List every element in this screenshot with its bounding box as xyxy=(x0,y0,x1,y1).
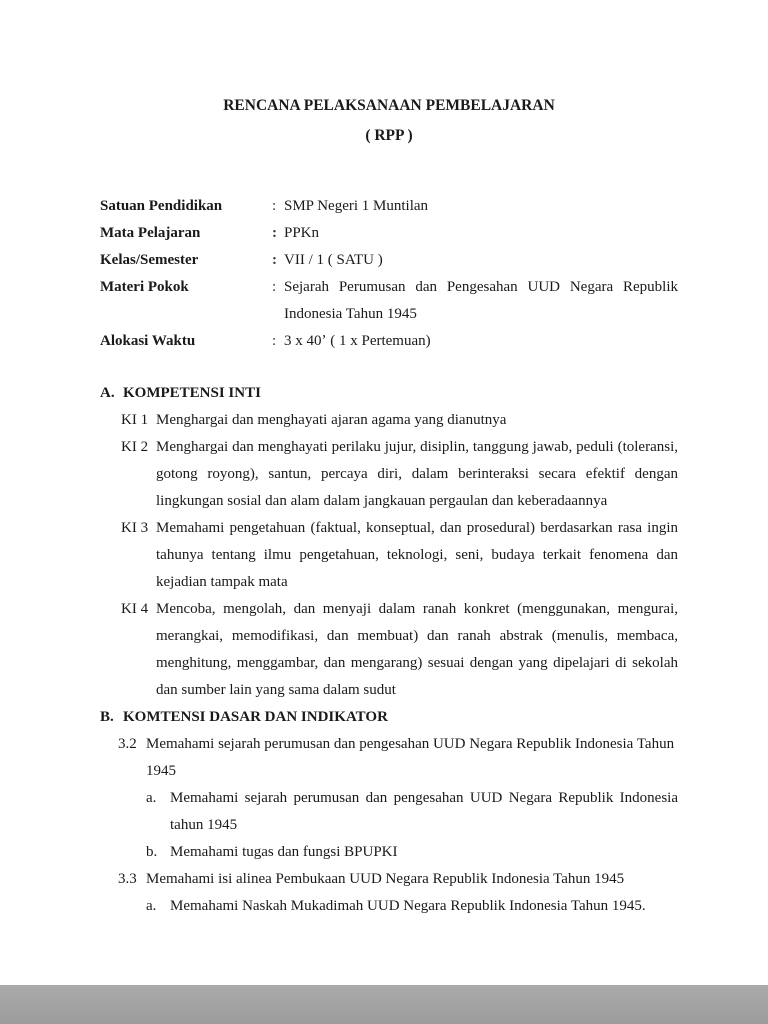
ki-item-2 xyxy=(100,434,678,515)
kd-text: Memahami sejarah perumusan dan pengesahan UUD Negara Republik Indonesia Tahun 1945 xyxy=(146,736,675,779)
ki-text: Menghargai dan menghayati perilaku jujur, disiplin, tanggung jawab, peduli (toleransi, gotong royong), santun, percaya diri, dalam berinteraksi secara efektif dengan lingkungan sosial dan alam dalam jangkauan pergaulan dan keberadaannya xyxy=(156,439,678,509)
section-b-number: B. xyxy=(100,709,114,725)
kd-text: Memahami isi alinea Pembukaan UUD Negara Republik Indonesia Tahun 1945 xyxy=(146,871,625,887)
kd-sub-label: b. xyxy=(146,844,158,860)
meta-label: Kelas/Semester xyxy=(100,252,199,268)
meta-label: Alokasi Waktu xyxy=(100,333,196,349)
meta-row-kelas-semester xyxy=(100,247,678,274)
section-a-number: A. xyxy=(100,385,115,401)
section-b-heading xyxy=(100,704,678,731)
ki-label: KI 3 xyxy=(121,520,149,536)
meta-value: SMP Negeri 1 Muntilan xyxy=(284,198,429,214)
meta-row-alokasi-waktu xyxy=(100,328,678,355)
kd-label: 3.2 xyxy=(118,736,137,752)
document-subtitle: ( RPP ) xyxy=(365,127,413,144)
ki-label: KI 1 xyxy=(121,412,149,428)
kd-sub-label: a. xyxy=(146,790,157,806)
kd-sub-text: Memahami sejarah perumusan dan pengesahan UUD Negara Republik Indonesia tahun 1945 xyxy=(170,790,678,833)
meta-value: Sejarah Perumusan dan Pengesahan UUD Negara Republik Indonesia Tahun 1945 xyxy=(284,279,678,322)
kd-sub-text: Memahami Naskah Mukadimah UUD Negara Republik Indonesia Tahun 1945. xyxy=(170,898,646,914)
kd-subitem-3-2-b xyxy=(146,839,678,866)
kd-item-3-2 xyxy=(100,731,678,785)
meta-label: Materi Pokok xyxy=(100,279,189,295)
kd-sub-text: Memahami tugas dan fungsi BPUPKI xyxy=(170,844,398,860)
kd-subitem-3-2-a xyxy=(146,785,678,839)
meta-colon: : xyxy=(272,198,277,214)
ki-label: KI 2 xyxy=(121,439,149,455)
ki-item-4 xyxy=(100,596,678,704)
meta-label: Satuan Pendidikan xyxy=(100,198,223,214)
metadata-table xyxy=(100,193,678,355)
ki-item-3 xyxy=(100,515,678,596)
meta-value: PPKn xyxy=(284,225,320,241)
meta-value: 3 x 40ʼ ( 1 x Pertemuan) xyxy=(284,333,431,349)
meta-colon: : xyxy=(272,279,277,295)
meta-colon: : xyxy=(272,225,277,241)
meta-label: Mata Pelajaran xyxy=(100,225,201,241)
ki-text: Menghargai dan menghayati ajaran agama yang dianutnya xyxy=(156,412,507,428)
section-b-title: KOMTENSI DASAR DAN INDIKATOR xyxy=(123,709,388,725)
kd-sub-label: a. xyxy=(146,898,157,914)
kd-item-3-3 xyxy=(100,866,678,893)
section-b-body xyxy=(100,731,678,920)
meta-row-mata-pelajaran xyxy=(100,220,678,247)
section-a-body xyxy=(100,407,678,704)
ki-text: Memahami pengetahuan (faktual, konseptual, dan prosedural) berdasarkan rasa ingin tahunya tentang ilmu pengetahuan, teknologi, seni, budaya terkait fenomena dan kejadian tampak mata xyxy=(156,520,678,590)
ki-text: Mencoba, mengolah, dan menyaji dalam ranah konkret (menggunakan, mengurai, merangkai, memodifikasi, dan membuat) dan ranah abstrak (menulis, membaca, menghitung, menggambar, dan mengarang) sesuai dengan yang dipelajari di sekolah dan sumber lain yang sama dalam sudut xyxy=(156,601,678,698)
section-a-title: KOMPETENSI INTI xyxy=(123,385,261,401)
document-title: RENCANA PELAKSANAAN PEMBELAJARAN xyxy=(223,97,555,114)
meta-row-materi-pokok xyxy=(100,274,678,328)
meta-value: VII / 1 ( SATU ) xyxy=(284,252,383,268)
meta-colon: : xyxy=(272,252,277,268)
kd-label: 3.3 xyxy=(118,871,137,887)
ki-item-1 xyxy=(100,407,678,434)
ki-label: KI 4 xyxy=(121,601,149,617)
meta-row-satuan-pendidikan xyxy=(100,193,678,220)
kd-subitem-3-3-a xyxy=(146,893,678,920)
section-a-heading xyxy=(100,380,678,407)
meta-colon: : xyxy=(272,333,277,349)
